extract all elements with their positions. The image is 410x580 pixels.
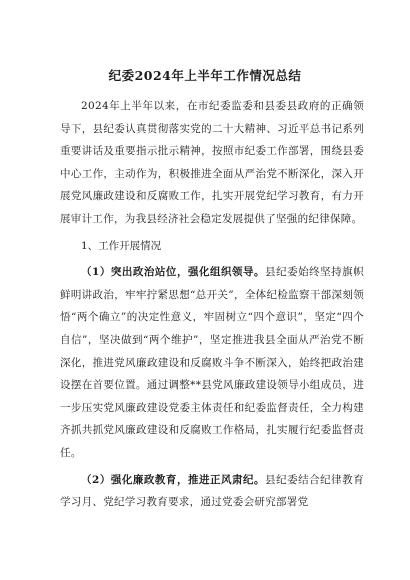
item-2-text: 县纪委结合纪律教育学习月、党纪学习教育要求，通过党委会研究部署党	[60, 473, 365, 509]
item-2-lead: （2）强化廉政教育，推进正风肃纪。	[81, 473, 266, 486]
intro-paragraph: 2024年上半年以来，在市纪委监委和县委县政府的正确领导下，县纪委认真贯彻落实党的二十大精神、习近平总书记系列重要讲话及重要指示批示精神，按照市纪委工作部署，围绕县委中心工作，主动作为，积极推进全面从严治党不断深化，深入开展党风廉政建设和反腐败工作，扎实开展党纪学习教育，有力开展审计工作，为我县经济社会稳定发展提供了坚强的纪律保障。	[60, 100, 364, 225]
item-1-lead: （1）突出政治站位，强化组织领导。	[81, 266, 266, 279]
document-title: 纪委2024年上半年工作情况总结	[108, 68, 302, 83]
item-1-paragraph	[60, 261, 364, 464]
item-2-paragraph	[60, 469, 364, 514]
section-heading: 1、工作开展情况	[81, 239, 162, 252]
item-1-text: 县纪委始终坚持旗帜鲜明讲政治，牢牢拧紧思想“总开关”，全体纪检监察干部深刻领悟“两个确立”的决定性意义，牢固树立“四个意识”，坚定“四个自信”，坚决做到“两个维护”，坚定推进我县全面从严治党不断深化，推进党风廉政建设和反腐败斗争不断深入，始终把政治建设摆在首要位置。通过调整**县党风廉政建设领导小组成员，进一步压实党风廉政建设党委主体责任和纪委监督责任，全力构建齐抓共抓党风廉政建设和反腐败工作格局，扎实履行纪委监督责任。	[60, 266, 365, 459]
document-body	[60, 95, 364, 518]
